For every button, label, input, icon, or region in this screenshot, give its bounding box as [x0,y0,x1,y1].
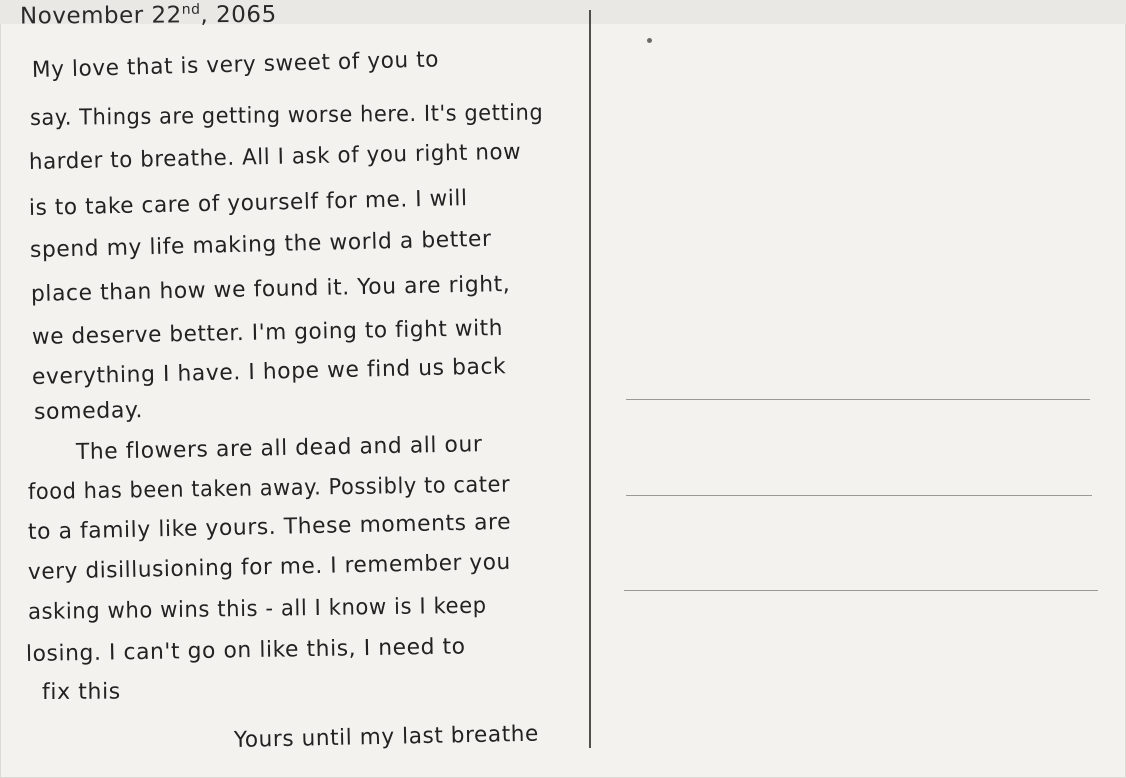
letter-line-4: is to take care of yourself for me. I will [28,186,468,221]
letter-line-6: place than how we found it. You are right, [30,271,511,307]
letter-date [20,1,277,29]
letter-line-10: The flowers are all dead and all our [75,432,483,465]
date-year: , 2065 [200,1,277,29]
date-prefix: November 22 [19,2,182,30]
letter-line-12: to a family like yours. These moments are [27,509,512,545]
date-superscript: nd [181,1,201,18]
letter-line-9: someday. [33,398,144,425]
letter-line-11: food has been taken away. Possibly to cater [27,472,511,505]
letter-signoff: Yours until my last breathe [233,721,540,753]
address-line-3 [624,590,1098,591]
address-line-2 [626,495,1092,496]
letter-line-5: spend my life making the world a better [29,226,492,263]
address-line-1 [626,399,1090,400]
letter-line-1: My love that is very sweet of you to [31,47,440,83]
stamp-dot [647,38,652,43]
letter-line-3: harder to breathe. All I ask of you right now [28,139,522,175]
letter-line-15: losing. I can't go on like this, I need to [25,634,466,667]
letter-line-14: asking who wins this - all I know is I keep [27,593,487,625]
letter-line-7: we deserve better. I'm going to fight with [31,315,504,350]
letter-line-2: say. Things are getting worse here. It's getting [29,100,544,131]
letter-line-8: everything I have. I hope we find us back [31,354,507,390]
letter-line-16: fix this [41,679,121,705]
postcard-divider [589,10,591,748]
letter-line-13: very disillusioning for me. I remember you [27,549,512,585]
